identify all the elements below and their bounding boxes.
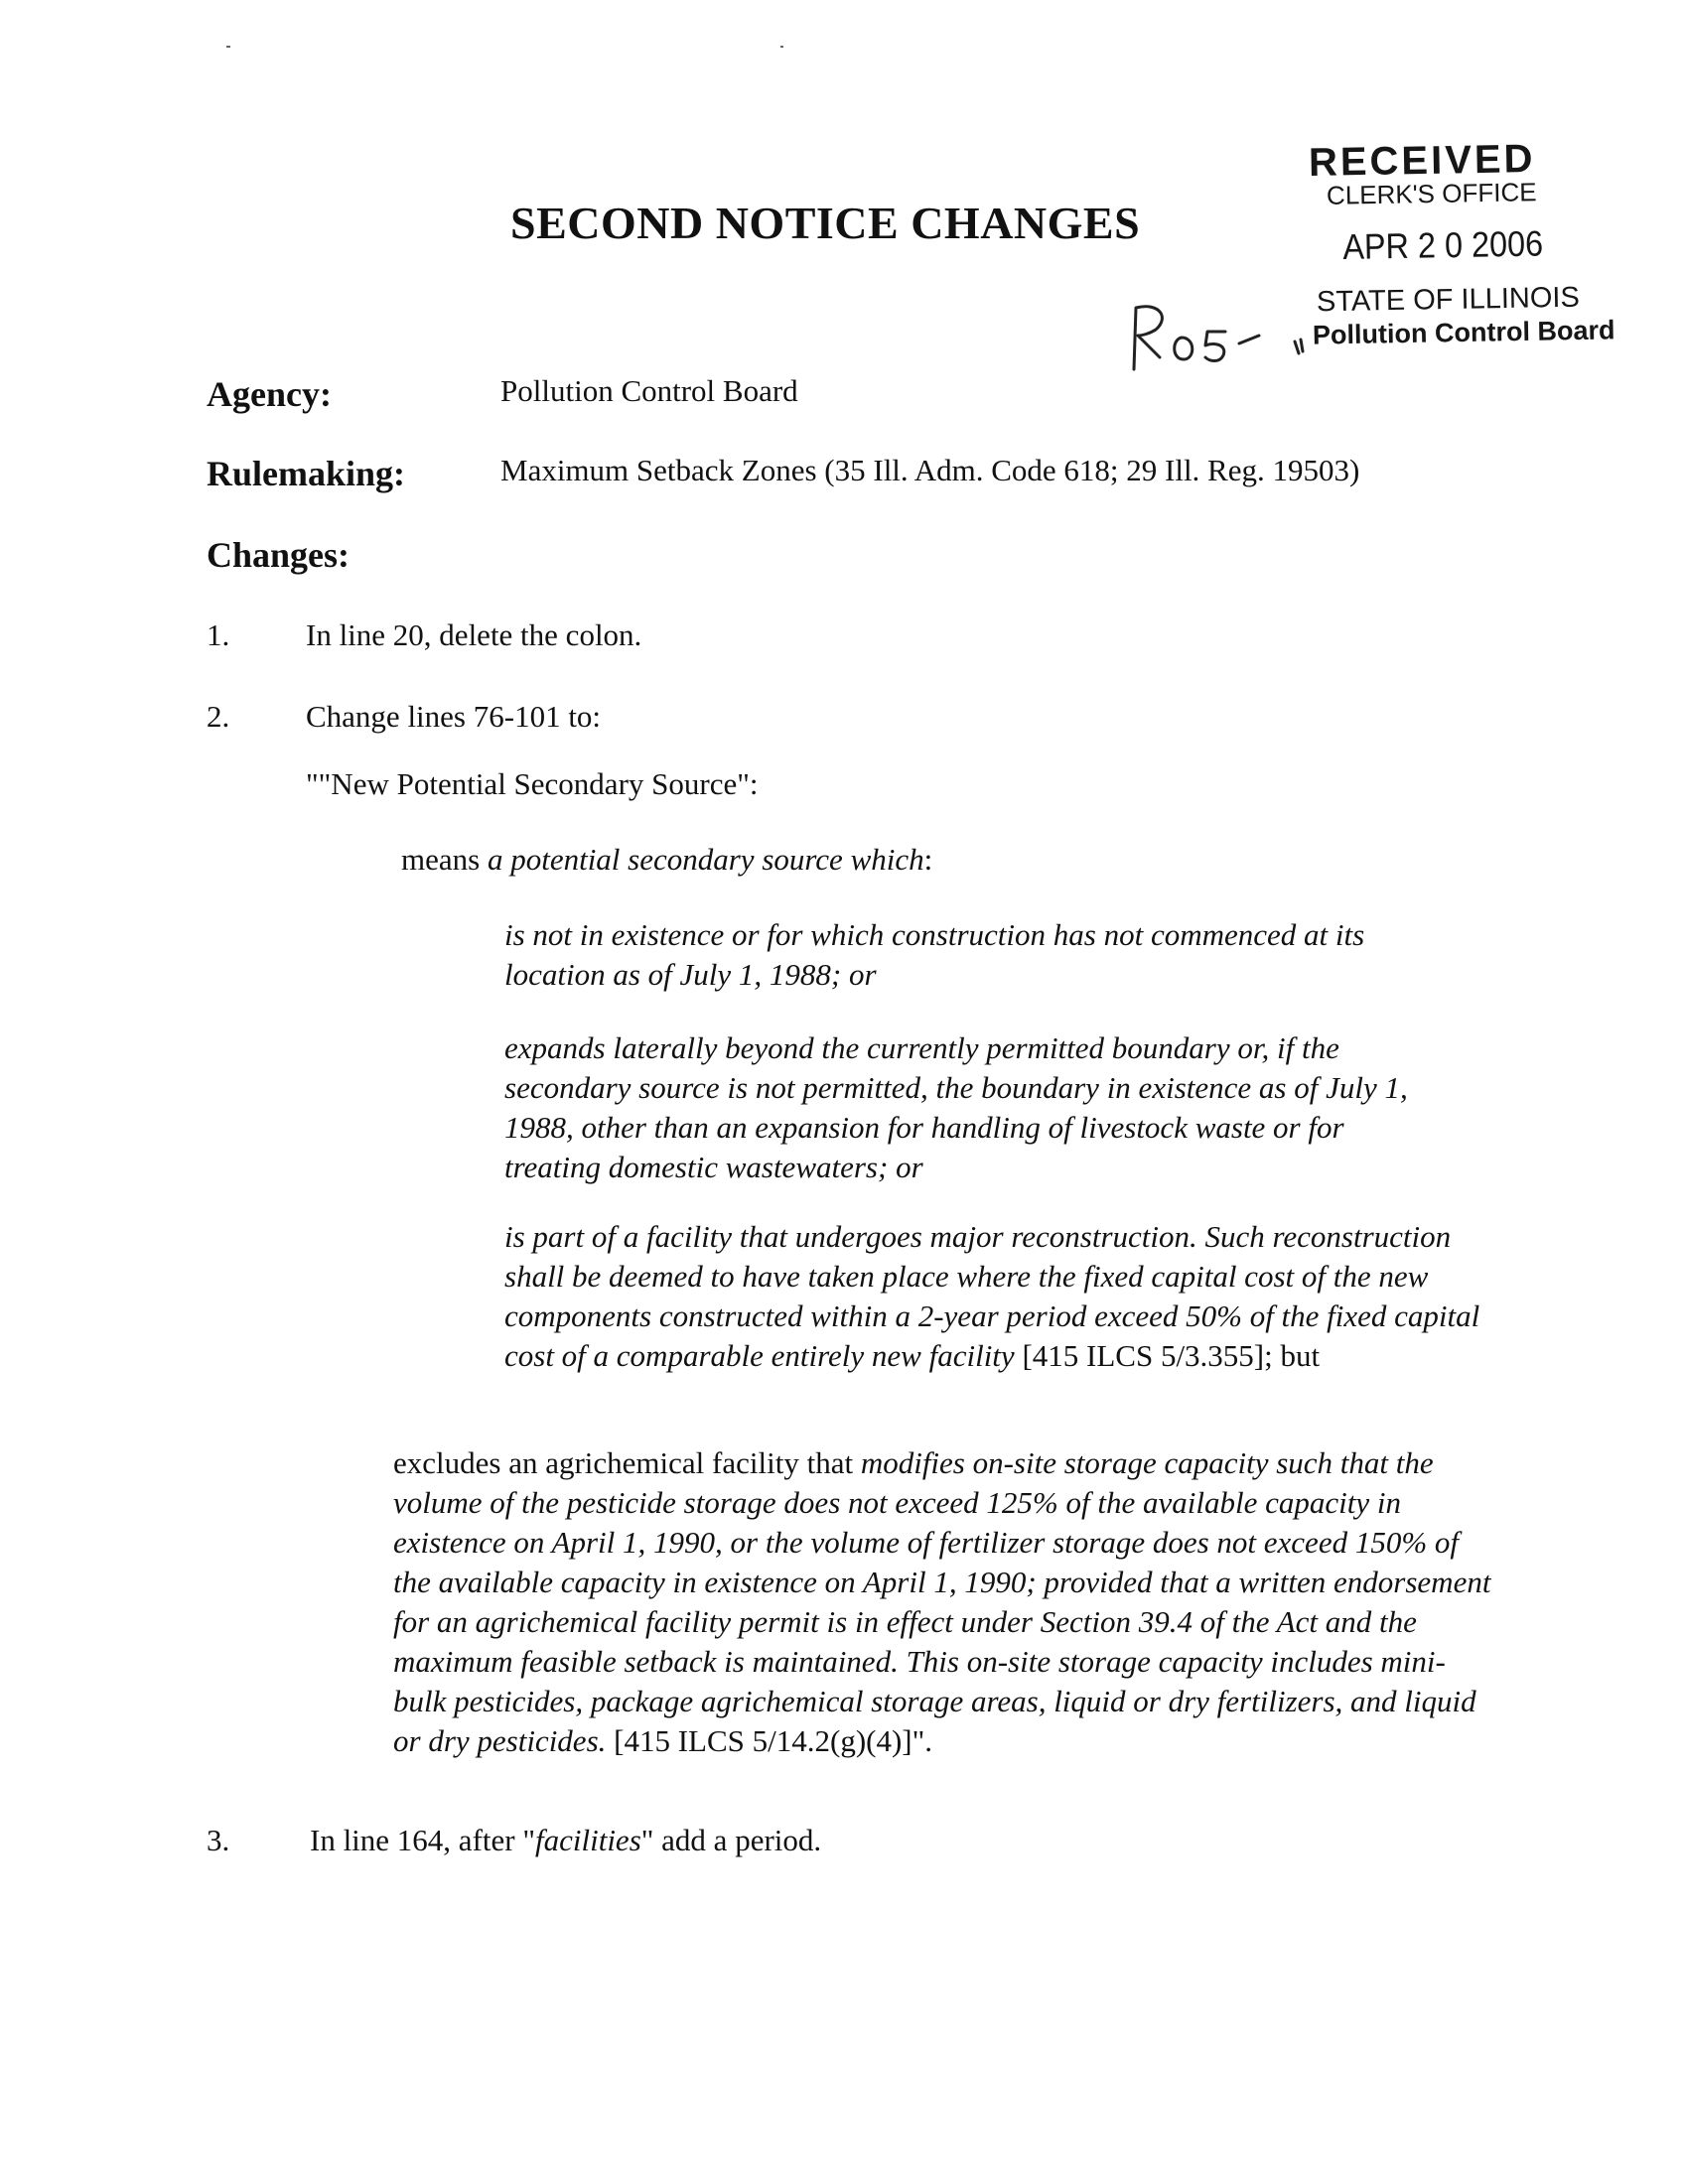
excludes-citation: [415 ILCS 5/14.2(g)(4)]".	[606, 1723, 933, 1758]
definition-means	[401, 840, 932, 880]
item-number: 1.	[207, 617, 230, 652]
stamp-office: CLERK'S OFFICE	[1326, 177, 1537, 210]
handwritten-docket-note	[1120, 298, 1329, 377]
excludes-italic: modifies on-site storage capacity such that the volume of the pesticide storage does not exceed 125% of the available capacity in existence on April 1, 1990, or the volume of fertilizer storage does not exceed 150% of the available capacity in existence on April 1, 1990; provided that a written endorsement for an agrichemical facility permit is in effect under Section 39.4 of the Act and the maximum feasible setback is maintained. This on-site storage capacity includes mini-bulk pesticides, package agrichemical storage areas, liquid or dry fertilizers, and liquid or dry pesticides.	[393, 1445, 1491, 1758]
rulemaking-label: Rulemaking:	[207, 454, 406, 493]
excludes-prefix: excludes an agrichemical facility that	[393, 1445, 861, 1480]
agency-label: Agency:	[207, 374, 332, 414]
definition-clause-2: expands laterally beyond the currently permitted boundary or, if the secondary source is not permitted, the boundary in existence as of July 1, 1988, other than an expansion for handling of livestock waste or for treating domestic wastewaters; or	[504, 1030, 1408, 1184]
exclusion-paragraph	[393, 1443, 1495, 1761]
change-item-3	[310, 1823, 821, 1858]
stamp-state: STATE OF ILLINOIS	[1316, 281, 1581, 319]
agency-value: Pollution Control Board	[500, 373, 798, 408]
definition-clause-3	[504, 1217, 1487, 1376]
item-number: 2.	[207, 699, 230, 734]
clause-3-italic: is part of a facility that undergoes major reconstruction. Such reconstruction shall be deemed to have taken place where the fixed capital cost of the new components constructed within a 2-year period exceed 50% of the fixed capital cost of a comparable entirely new facility	[504, 1219, 1480, 1373]
means-suffix: :	[923, 842, 933, 877]
change-item-1: In line 20, delete the colon.	[306, 617, 642, 652]
page-title: SECOND NOTICE CHANGES	[510, 198, 1141, 248]
scan-speck	[780, 46, 783, 48]
means-prefix: means	[401, 842, 488, 877]
definition-clause-1: is not in existence or for which construction has not commenced at its location as of July 1, 1988; or	[504, 917, 1365, 992]
means-italic: a potential secondary source which	[487, 842, 924, 877]
definition-term: ""New Potential Secondary Source":	[306, 766, 759, 801]
item-number: 3.	[207, 1823, 230, 1857]
change-item-2: Change lines 76-101 to:	[306, 699, 602, 734]
item-3-italic: facilities	[535, 1823, 641, 1857]
rulemaking-value: Maximum Setback Zones (35 Ill. Adm. Code 618; 29 Ill. Reg. 19503)	[500, 453, 1360, 487]
item-3-prefix: In line 164, after "	[310, 1823, 535, 1857]
item-3-suffix: " add a period.	[640, 1823, 822, 1857]
changes-heading: Changes:	[207, 535, 351, 575]
stamp-board: Pollution Control Board	[1312, 315, 1615, 350]
stamp-date: APR 2 0 2006	[1342, 222, 1544, 267]
clause-3-citation: [415 ILCS 5/3.355]; but	[1014, 1338, 1321, 1373]
stamp-received: RECEIVED	[1308, 137, 1536, 185]
scan-speck	[226, 46, 230, 48]
